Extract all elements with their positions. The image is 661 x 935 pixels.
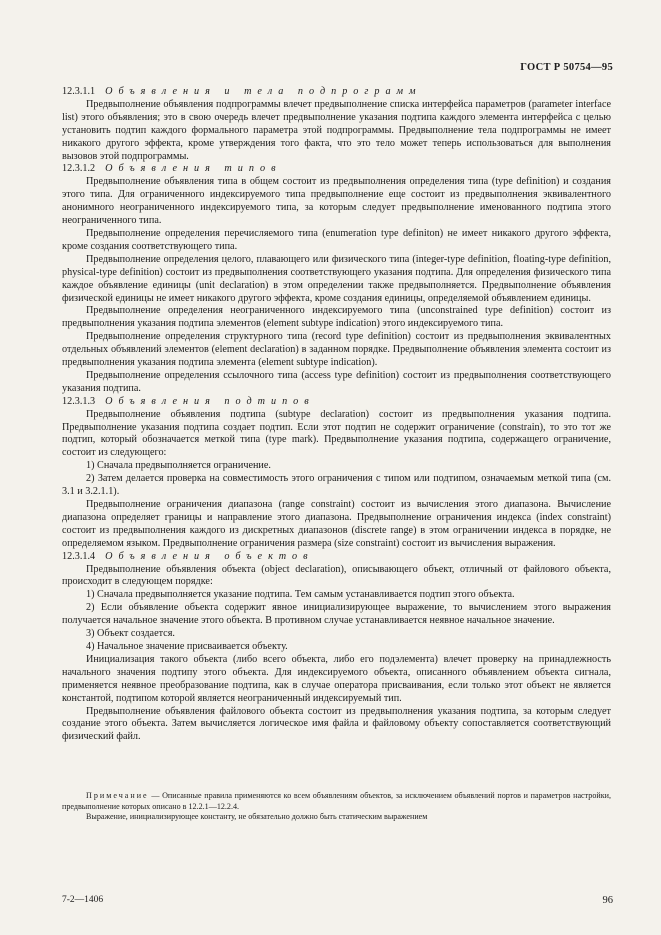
section-title: Объявления типов: [105, 163, 282, 175]
paragraph: Предвыполнение объявления объекта (object declaration), описывающего объект, отличный от файлового объекта, происходит в следующем порядке:: [62, 563, 611, 588]
paragraph: Предвыполнение объявления подтипа (subtype declaration) состоит из предвыполнения указания подтипа. Предвыполнение указания подтипа создает подтип. Если этот подтип не содержит ограничение (constrain), то это тот же подтип, который обозначается меткой типа (type mark). Предвыполнение указания подтипа, содержащего ограничение, состоит из следующего:: [62, 408, 611, 459]
paragraph: Предвыполнение определения ссылочного типа (access type definition) состоит из предвыполнения соответствующего указания подтипа.: [62, 369, 611, 394]
paragraph: Предвыполнение определения неограниченного индексируемого типа (unconstrained type definition) состоит из предвыполнения указания подтипа элементов (element subtype indication) этого индексируемого типа.: [62, 305, 611, 330]
list-item: 2) Затем делается проверка на совместимость этого ограничения с типом или подтипом, означаемым меткой типа (см. 3.1 и 3.2.1.1).: [62, 473, 611, 498]
section-number: 12.3.1.4: [62, 550, 96, 562]
page-number: 96: [602, 895, 613, 906]
section-number: 12.3.1.3: [62, 395, 96, 407]
paragraph: Предвыполнение объявления файлового объекта состоит из предвыполнения указания подтипа, за которым следует создание этого объекта. Затем вычисляется логическое имя файла и файловому объекту сопоставляется соответствующий физический файл.: [62, 705, 611, 743]
paragraph: Предвыполнение определения целого, плавающего или физического типа (integer-type definition, floating-type definition, physical-type definition) состоит из предвыполнения соответствующего указания подтипа. Для определения физического типа каждое объявление единицы (unit declaration) в этом определении также предвыполняется. Предвыполнение объявления физической единицы не имеет никакого другого эффекта, кроме создания единицы, определяемой объявлением единицы.: [62, 253, 611, 304]
list-item: 3) Объект создается.: [86, 628, 175, 640]
note-paragraph: Выражение, инициализирующее константу, не обязательно должно быть статическим выражением: [86, 812, 428, 822]
note-text: — Описанные правила применяются ко всем объявлениям объектов, за исключением объявлений портов и параметров настройки, предвыполнение которых описано в 12.2.1—12.2.4.: [62, 791, 611, 811]
section-title: Объявления подтипов: [105, 395, 315, 407]
section-number: 12.3.1.2: [62, 163, 96, 175]
section-heading-12-3-1-2: [62, 163, 611, 176]
section-heading-12-3-1-1: [62, 86, 611, 99]
list-item: 2) Если объявление объекта содержит явное инициализирующее выражение, то вычислением этого выражения получается начальное значение этого объекта. В противном случае устанавливается неявное начальное значение.: [62, 602, 611, 627]
section-heading-12-3-1-4: [62, 551, 611, 564]
paragraph: Предвыполнение определения структурного типа (record type definition) состоит из предвыполнения эквивалентных отдельных объявлений элементов (element declaration) в заданном порядке. Предвыполнение объявления элемента состоит из предвыполнения указания подтипа элемента (element subtype indication).: [62, 331, 611, 369]
page-content: [62, 86, 611, 744]
paragraph: Предвыполнение ограничения диапазона (range constraint) состоит из вычисления этого диапазона. Вычисление диапазона определяет границы и направление этого диапазона. Предвыполнение ограничения индекса (index constraint) состоит из предвыполнения каждого из дискретных диапазонов (discrete range) в этом ограничении индекса в порядке, не определяемом языком. Предвыполнение ограничения размера (size constraint) состоит из вычисления выражения.: [62, 499, 611, 549]
paragraph: Инициализация такого объекта (либо всего объекта, либо его подэлемента) влечет проверку на принадлежность начального значения подтипу этого объекта. Для индексируемого объекта, описанного объявлением объекта сигнала, применяется неявное преобразование подтипа, как в случае оператора присваивания, если только этот объект не является константой, подтипом которой является неограниченный индексируемый тип.: [62, 653, 611, 704]
note-paragraph: [62, 791, 611, 812]
paragraph: Предвыполнение определения перечисляемого типа (enumeration type definiton) не имеет никакого другого эффекта, кроме создания соответствующего типа.: [62, 227, 611, 252]
paragraph: Предвыполнение объявления подпрограммы влечет предвыполнение списка интерфейса параметров (parameter interface list) этого объявления; это в свою очередь влечет предвыполнение указания подтипа каждого элемента интерфейса с целью установить подтип каждого формального параметра этой подпрограммы. Предвыполнение тела подпрограммы не имеет никакого другого эффекта, кроме утверждения того факта, что это тело может теперь использоваться для выполнения вызовов этой подпрограммы.: [62, 98, 611, 162]
list-item: 4) Начальное значение присваивается объекту.: [86, 640, 288, 652]
document-id: ГОСТ Р 50754—95: [520, 62, 613, 73]
section-number: 12.3.1.1: [62, 86, 96, 97]
paragraph: Предвыполнение объявления типа в общем состоит из предвыполнения определения типа (type definition) и создания этого типа. Для ограниченного индексируемого типа предвыполнение еще состоит из предвыполнения эквивалентного анонимного неограниченного индексируемого типа, за которым следует предвыполнение именованного подтипа этого неограниченного типа.: [62, 176, 611, 227]
list-item: 1) Сначала предвыполняется ограничение.: [86, 460, 271, 472]
section-heading-12-3-1-3: [62, 396, 611, 409]
note-label: Примечание: [86, 791, 149, 800]
list-item: 1) Сначала предвыполняется указание подтипа. Тем самым устанавливается подтип этого объекта.: [86, 589, 515, 601]
section-title: Объявления и тела подпрограмм: [105, 86, 422, 97]
print-code: 7-2—1406: [62, 895, 104, 905]
note-block: [62, 791, 611, 823]
section-title: Объявления объектов: [105, 550, 314, 562]
